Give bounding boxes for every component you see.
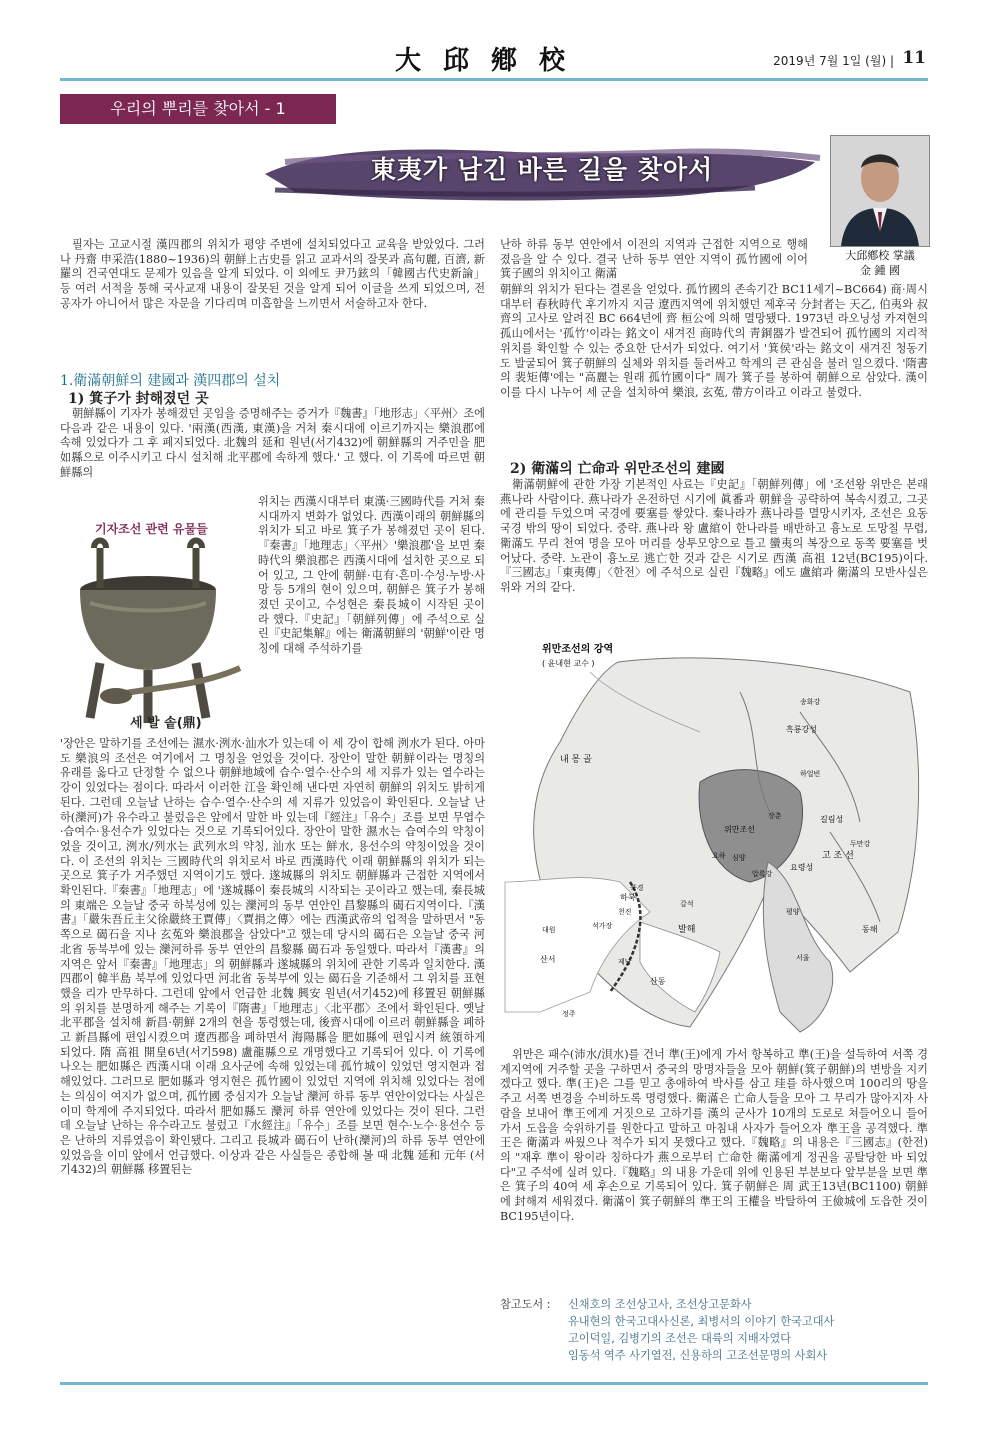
top-rule bbox=[60, 78, 928, 81]
map-label: 발해 bbox=[678, 925, 696, 935]
map-label: 고 조 선 bbox=[822, 851, 854, 861]
body-text: 위치는 西漢시대부터 東漢·三國時代를 거쳐 秦시대까지 변화가 없었다. 西漢이래의 朝鮮縣의 위치가 되고 바로 箕子가 봉해졌던 곳이 된다.『秦書』「地理志」〈平州〉'樂浪郡'을 보면 秦時代의 樂浪郡은 西漢시대에 설치한 곳으로 되어 있고, 그 안에 朝鮮·屯有·흔미·수성·누방·사망 등 5개의 현이 있으며, 朝鮮은 箕子가 봉해졌던 곳이고, 수성현은 秦長城이 시작된 곳이라 했다.『史記』「朝鮮列傳」에 주석으로 실린『史記集解』에는 衛滿朝鮮의 '朝鮮'이란 명칭에 대해 주석하기를 bbox=[258, 495, 485, 656]
map-label: 평양 bbox=[786, 908, 800, 916]
person-icon bbox=[831, 136, 929, 246]
author-title: 大邱鄕校 掌議 bbox=[845, 249, 915, 262]
map-label: 산동 bbox=[650, 977, 666, 986]
author-caption bbox=[830, 248, 930, 278]
map-label: 서울 bbox=[796, 954, 810, 962]
subheading-1: 1) 箕子가 封해졌던 곳 bbox=[68, 391, 209, 407]
bottom-rule bbox=[60, 1382, 928, 1385]
references bbox=[500, 1296, 834, 1364]
historical-map bbox=[500, 632, 928, 1040]
reference-item: 신채호의 조선상고사, 조선상고문화사 bbox=[568, 1298, 752, 1311]
map-label: 압록강 bbox=[752, 870, 773, 878]
masthead bbox=[0, 0, 982, 78]
map-label: 위만조선 bbox=[724, 825, 755, 834]
article-headline: 東夷가 남긴 바른 길을 찾아서 bbox=[370, 155, 714, 184]
issue-date: 2019년 7월 1일 (월) | bbox=[773, 54, 894, 68]
body-text: '장안은 말하기를 조선에는 濕水·洌水·汕水가 있는데 이 세 강이 합해 洌水가 된다. 아마도 樂浪의 조선은 여기에서 그 명칭을 얻었을 것이다. 장안이 말한 朝鮮이라는 명칭의 유래를 옳다고 단정할 수 없으나 朝鮮地域에 습수·열수·산수의 세 지류가 있는 열수라는 강이 있었다는 점이다. 따라서 이러한 江을 확인해 낸다면 자연히 朝鮮의 위치도 밝히게 된다. 그런데 오늘날 난하는 습수·열수·산수의 세 지류가 있었음이 확인된다. 오늘날 난하(灤河)가 유수라고 불렀음은 앞에서 말한 바 있는데『經注』「유수」조를 보면 무엽수·습여수·용선수가 있었다는 것으로 기록되어있다. 장안이 말한 濕水는 습여수의 약칭이었을 것이고, 洌水/列水는 武列水의 약칭, 汕水 또는 鮮水, 용선수의 약칭이었을 것이다. 이 조선의 위치는 三國時代의 위치로서 바로 西漢時代 이래 朝鮮縣의 위치가 되는 곳으로 箕子가 거주했던 지역이기도 했다. 遂城縣의 위치도 朝鮮縣과 근접한 지역에서 확인된다.『秦書』「地理志」에 '遂城縣이 秦長城의 시작되는 곳이라고 했는데, 秦長城의 東端은 오늘날 중국 하북성에 있는 灤河의 동부 연안인 昌黎縣의 碣石지역이다.『漢書』「嚴朱吾丘主父徐嚴終王賈傳」〈賈捐之傳〉에는 西漢武帝의 업적을 말하면서 "동쪽으로 碣石을 지나 玄菟와 樂浪郡을 삼았다"고 했는데 당시의 碣石은 오늘날 중국 河北省 동북부에 있는 灤河하류 동부 연안의 昌黎縣 碣石과 동일했다. 따라서『漢書』의 지역은 앞서『秦書』「地理志」의 朝鮮縣과 遂城縣의 위치에 관한 기록과 일치한다. 漢四郡이 韓半島 북부에 있었다면 河北省 동북부에 있는 碣石을 기준해서 그 위치를 표현했을 리가 만무하다. 그런데 앞에서 언급한 北魏 興安 원년(서기452)에 移置된 朝鮮縣의 위치를 분명하게 해주는 기록이『隋書』「地理志」〈北平郡〉조에서 확인된다. 옛날 北平郡을 설치해 新昌·朝鮮 2개의 현을 통령했는데, 後齊시대에 이르러 朝鮮縣을 폐하고 新昌縣에 편입시켰으며 遼西郡을 폐하면서 海陽縣을 肥如縣에 편입시켜 統領하게 되었다. 隋 高祖 開皇6년(서기598) 盧龍縣으로 개명했다고 기록되어 있다. 이 기록에 나오는 肥如縣은 西漢시대 이래 요사군에 속해 있었는데 孤竹城이 있었던 영지현과 접해있었다. 그러므로 肥如縣과 영지현은 孤竹國이 있었던 지역에 위치해 있었다는 점에는 의심이 여지가 없으며, 孤竹國 중심지가 오늘날 灤河 하류 동부 연안이었다는 사실은 이미 학계에 주지되었다. 따라서 肥如縣도 灤河 하류 연안에 있었다는 것이 된다. 그런데 오늘날 난하는 유수라고도 불렀고『水經注』「유수」조를 보면 현수·노수·용선수 등은 난하의 지류였음이 확인됐다. 그리고 長城과 碣石이 난하(灤河)의 하류 동부 연안에 있었음을 이미 앞에서 언급했다. 이상과 같은 사실들은 종합해 볼 때 北魏 延和 元年 (서기432)의 朝鮮縣 移置된는 bbox=[60, 737, 485, 1177]
author-name: 金 鍾 國 bbox=[860, 264, 900, 277]
map-subtitle: ( 윤내현 교수 ) bbox=[542, 659, 595, 668]
reference-item: 고이덕일, 김병기의 조선은 대륙의 지배자였다 bbox=[568, 1332, 792, 1345]
body-paragraph bbox=[60, 407, 485, 481]
map-label: 산서 bbox=[540, 955, 556, 964]
lede-paragraph bbox=[60, 238, 485, 312]
reference-item: 유내현의 한국고대사신론, 최병서의 이야기 한국고대사 bbox=[568, 1315, 835, 1328]
map-label: 대원 bbox=[542, 926, 556, 934]
map-label: 요령성 bbox=[790, 863, 814, 872]
map-label: 심양 bbox=[732, 854, 746, 862]
map-label: 동해 bbox=[862, 925, 878, 934]
author-portrait bbox=[830, 135, 930, 247]
section-heading: 1.衛滿朝鮮의 建國과 漢四郡의 설치 bbox=[60, 373, 281, 389]
body-text: 난하 하류 동부 연안에서 이전의 지역과 근접한 지역으로 행해졌음을 알 수 있다. 결국 난하 동부 연안 지역이 孤竹國에 이어 箕子國의 위치이고 衛滿 bbox=[500, 238, 808, 281]
body-text: 朝鮮縣이 기자가 봉해졌던 곳임을 증명해주는 증거가『魏書』「地形志」〈平州〉조에 다음과 같은 내용이 있다. '兩漢(西漢, 東漢)을 거쳐 秦시대에 이르기까지는 樂浪郡에 속해 있었다가 그 후 폐지되었다. 北魏의 延和 원년(서기432)에 朝鮮縣의 거주민을 肥如縣으로 이주시키고 다시 설치해 北平郡에 속하게 했다.' 고 했다. 이 기록에 따르면 朝鮮縣의 bbox=[60, 407, 485, 479]
map-label: 장춘 bbox=[768, 812, 782, 820]
body-paragraph bbox=[500, 238, 808, 282]
subheading-2: 2) 衛滿의 亡命과 위만조선의 建國 bbox=[510, 461, 725, 477]
body-paragraph bbox=[500, 1048, 928, 1224]
map-label: 갈석 bbox=[680, 900, 694, 908]
body-text: 衛滿朝鮮에 관한 가장 기본적인 사료는『史記』「朝鮮列傳」에 '조선왕 위만은 본래 燕나라 사람이다. 燕나라가 온전하던 시기에 眞番과 朝鮮을 공략하여 복속시켰고, 그곳에 관리를 두었으며 국경에 要塞를 쌓았다. 秦나라가 燕나라를 멸망시키자, 조선은 요동 국경 밖의 땅이 되었다. 중략. 燕나라 왕 盧綰이 한나라를 배반하고 흉노로 도망칠 무렵, 衛滿도 무리 천여 명을 모아 머리를 상투모양으로 틀고 蠻夷의 복장으로 동쪽 要塞를 벗어났다. 중략. 노관이 흉노로 逃亡한 것과 같은 시기로 西漢 高祖 12년(BC195)이다.『三國志』「東夷傳」〈한전〉에 주석으로 실린『魏略』에도 盧綰과 衛滿의 모반사실은 위와 거의 같다. bbox=[500, 478, 928, 594]
page-number: 11 bbox=[902, 48, 926, 68]
body-paragraph bbox=[258, 495, 485, 657]
references-label: 참고도서 : bbox=[500, 1298, 551, 1311]
map-label: 천진 bbox=[618, 908, 632, 916]
map-label: 두만강 bbox=[850, 840, 871, 848]
map-label: 길림성 bbox=[820, 815, 844, 824]
map-label: 흑룡강성 bbox=[786, 725, 817, 734]
series-label: 우리의 뿌리를 찾아서 - 1 bbox=[60, 94, 336, 124]
body-text: 위만은 패수(沛水/浿水)를 건너 準(王)에게 가서 항복하고 準(王)을 설득하여 서쪽 경계지역에 거주할 곳을 구하면서 중국의 망명자들을 모아 朝鮮(箕子朝鮮)의 변방을 지키겠다고 했다. 準(王)은 그를 믿고 총애하여 박사를 삼고 珪를 하사했으며 100리의 땅을 주고 서쪽 변경을 수비하도록 명령했다. 衛滿은 亡命人들을 모아 그 무리가 많아지자 사람을 보내어 準王에게 거짓으로 고하기를 漢의 군사가 10개의 도로로 쳐들어오니 들어가서 도읍을 숙위하기를 원한다고 말하고 마침내 사자가 들어오자 準王을 공격했다. 準王은 衛滿과 싸웠으나 적수가 되지 못했다고 했다.『魏略』의 내용은『三國志』(한전)의 "재후 準이 왕이라 칭하다가 燕으로부터 亡命한 衛滿에게 정권을 공탈당한 바 되었다"고 주석에 실려 있다.『魏略』의 내용 가운데 위에 인용된 부분보다 앞부분을 보면 準은 箕子의 40여 세 후손으로 기록되어 있다. 箕子朝鮮은 周 武王13년(BC1100) 朝鮮에 封해져 세워졌다. 衛滿이 箕子朝鮮의 準王의 王權을 박탈하여 王儉城에 도읍한 것이 BC195년이다. bbox=[500, 1048, 928, 1223]
map-label: 하얼빈 bbox=[800, 770, 821, 778]
map-label: 내 몽 골 bbox=[560, 755, 592, 765]
body-paragraph bbox=[500, 478, 928, 596]
relic-caption: 세 발 솥(鼎) bbox=[130, 716, 202, 731]
map-label: 요하 bbox=[712, 852, 726, 860]
map-label: 제남 bbox=[618, 958, 632, 966]
map-label: 하북 bbox=[620, 893, 636, 902]
body-paragraph bbox=[60, 737, 485, 1178]
map-label: 정주 bbox=[562, 1010, 576, 1018]
body-paragraph bbox=[500, 283, 928, 401]
relic-title: 기자조선 관련 유물들 bbox=[95, 522, 208, 536]
reference-line bbox=[500, 1296, 834, 1313]
map-label: 석가장 bbox=[592, 922, 613, 930]
body-text: 朝鮮의 위치가 된다는 결론을 얻었다. 孤竹國의 존속기간 BC11세기~BC664) 商·周시대부터 春秋時代 후기까지 지금 遼西지역에 위치했던 제후국 分封者는 天乙, 伯夷와 叔齊의 고사로 알려진 BC 664년에 齊 桓公에 의해 멸망됐다. 1973년 라오닝성 카져현의 孤山에서는 '孤竹'이라는 銘文이 새겨진 商時代의 靑銅器가 발견되어 孤竹國의 지리적 위치를 확인할 수 있는 중요한 단서가 되었다. 여기서 '箕侯'라는 銘文이 새겨진 청동기도 발굴되어 箕子朝鮮의 실체와 위치를 둘러싸고 학계의 큰 관심을 불러 일으켰다. '隋書의 裴矩傳'에는 "高麗는 원래 孤竹國이다" 周가 箕子를 봉하여 朝鮮으로 삼았다. 漢이 이를 다시 나누어 세 군을 설치하여 樂浪, 玄菟, 帶方이라고 이라고 불렸다. bbox=[500, 283, 928, 399]
map-label: 북경 bbox=[630, 884, 644, 892]
map-title: 위만조선의 강역 bbox=[542, 644, 614, 655]
newspaper-title: 大邱鄕校 bbox=[394, 46, 587, 76]
map-label: 송화강 bbox=[800, 698, 821, 706]
lede-text: 필자는 고교시절 漢四郡의 위치가 평양 주변에 설치되었다고 교육을 받았었다. 그러나 丹齋 申采浩(1880~1936)의 朝鮮上古史를 읽고 교과서의 잘못과 高句麗, 百濟, 新羅의 건국연대도 문제가 있음을 알게 되었다. 이 외에도 尹乃鉉의「韓國古代史新論」등 여러 서적을 통해 국사교재 내용이 잘못된 것을 알게 되어 이글을 쓰게 되었으며, 전공자가 아니어서 많은 자문을 기다리며 미흡함을 느끼면서 서술하고자 한다. bbox=[60, 238, 485, 310]
reference-item: 임동석 역주 사기열전, 신용하의 고조선문명의 사회사 bbox=[568, 1349, 828, 1362]
